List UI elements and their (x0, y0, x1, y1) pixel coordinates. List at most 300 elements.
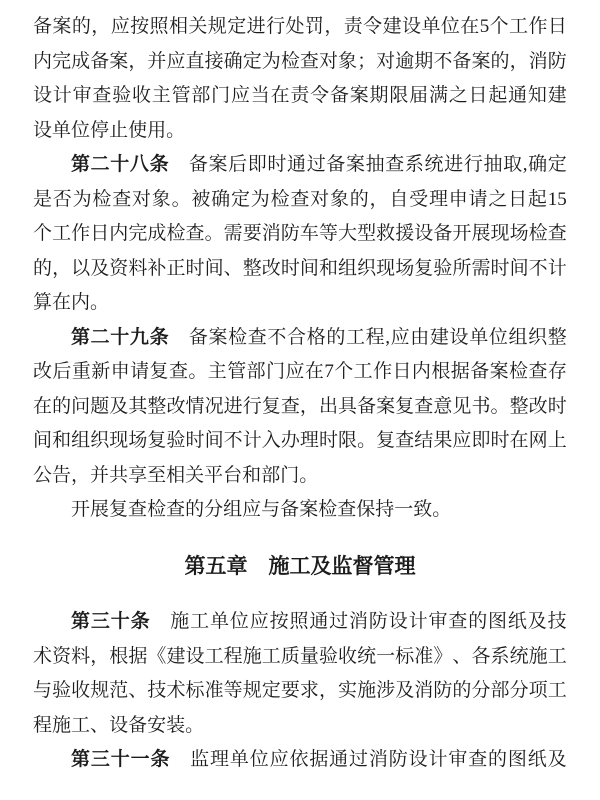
body-text: 系 (490, 645, 510, 667)
body-text: 需 (223, 223, 243, 244)
body-text: 整 (547, 326, 567, 348)
body-text: 象 (338, 50, 358, 72)
body-text: 自 (389, 188, 409, 210)
body-text: 规 (242, 680, 262, 701)
article-number-text: 八 (129, 154, 149, 175)
body-text: 主 (207, 361, 227, 382)
body-text: 分 (509, 680, 529, 701)
body-text: 时 (185, 430, 205, 451)
body-text: 时 (318, 430, 338, 451)
body-text: 防 (368, 611, 388, 632)
body-text: 限 (389, 85, 409, 106)
body-text: 定 (227, 16, 247, 37)
body-text: 致 (413, 499, 433, 520)
body-text: 收 (71, 680, 91, 701)
body-text: 整 (242, 257, 262, 279)
body-text: 设 (109, 714, 129, 736)
body-text: 间 (204, 257, 224, 279)
body-text: 请 (468, 188, 488, 210)
body-text: 门 (280, 464, 300, 486)
body-text: 验 (52, 680, 72, 701)
body-text: 时 (547, 395, 567, 417)
body-text: 施 (52, 714, 72, 736)
ideographic-space (169, 148, 188, 183)
body-text: 完 (52, 50, 72, 72)
body-text: 工 (52, 223, 72, 244)
body-text: 装 (166, 714, 186, 736)
body-text: 备 (33, 16, 53, 37)
body-text: 料 (71, 645, 91, 667)
body-text: 施 (170, 611, 190, 632)
paragraph-recheck-grouping-note (33, 493, 567, 528)
body-text: 新 (91, 361, 111, 382)
body-text: 过 (349, 749, 369, 770)
body-text: 查 (112, 188, 132, 210)
body-text: 。 (166, 119, 186, 141)
body-text: 的 (71, 16, 91, 37)
body-text: 复 (147, 430, 167, 451)
body-text: 用 (147, 119, 167, 141)
body-text: 平 (204, 464, 224, 486)
body-text: 进 (246, 16, 266, 37)
body-text: 开 (452, 223, 472, 244)
ideographic-space (170, 743, 189, 778)
body-text: 意 (433, 395, 453, 417)
body-text: 部 (261, 464, 281, 486)
body-text: 场 (128, 430, 148, 451)
body-text: 的 (33, 257, 53, 279)
body-text: 对 (131, 188, 151, 210)
body-text: , (522, 154, 528, 175)
article-number-text: 十 (110, 154, 130, 175)
body-text: 并 (147, 50, 167, 72)
body-text: 其 (128, 395, 148, 417)
body-text: 重 (71, 361, 91, 382)
body-text: 织 (357, 257, 377, 279)
body-text: 计 (52, 85, 72, 106)
body-text: 果 (433, 430, 453, 451)
body-text: 查 (547, 223, 567, 244)
body-text: 案 (345, 154, 365, 175)
text-line (33, 355, 567, 390)
body-text: 限 (338, 430, 358, 451)
text-line (33, 114, 567, 149)
body-text: 、 (223, 257, 243, 279)
body-text: 上 (547, 430, 567, 451)
body-text: 验 (166, 430, 186, 451)
body-text: 、 (128, 680, 148, 701)
body-text: 设 (185, 645, 205, 667)
body-text: 确 (211, 188, 231, 210)
body-text: 案 (208, 326, 228, 348)
body-text: 成 (147, 223, 167, 244)
body-text: 应 (390, 326, 410, 348)
body-text: 即 (471, 430, 491, 451)
body-text: 及 (527, 611, 547, 632)
body-text: 责 (343, 16, 363, 37)
body-text: ， (52, 257, 72, 279)
paragraph-article-31 (33, 743, 567, 778)
body-text: 统 (424, 154, 444, 175)
text-line (33, 640, 567, 675)
text-line (33, 743, 567, 778)
body-text: 查 (414, 395, 434, 417)
body-text: 5 (479, 16, 490, 37)
body-text: 单 (210, 611, 230, 632)
body-text: 验 (112, 85, 132, 106)
body-text: 现 (109, 430, 129, 451)
body-text: 检 (528, 223, 548, 244)
body-text: ， (324, 16, 344, 37)
body-text: 案 (489, 361, 509, 382)
text-line (33, 79, 567, 114)
body-text: 组 (508, 326, 528, 348)
body-text: 单 (469, 326, 489, 348)
body-text: 通 (287, 154, 307, 175)
body-text: 设 (408, 749, 428, 770)
body-text: 检 (280, 50, 300, 72)
body-text: 后 (228, 154, 248, 175)
body-text: 查 (168, 361, 188, 382)
body-text: 进 (444, 154, 464, 175)
paragraph-article-30 (33, 605, 567, 743)
body-text: 部 (246, 361, 266, 382)
paragraph-article-27-continuation (33, 10, 567, 148)
body-text: 涉 (376, 680, 396, 701)
body-text: 起 (488, 85, 508, 106)
body-text: 满 (428, 85, 448, 106)
body-text: 求 (299, 680, 319, 701)
body-text: 关 (185, 464, 205, 486)
body-text: 不 (528, 257, 548, 279)
body-text: 出 (318, 395, 338, 417)
body-text: 个 (334, 361, 354, 382)
body-text: 按 (269, 611, 289, 632)
body-text: 项 (528, 680, 548, 701)
body-text: 实 (338, 680, 358, 701)
body-text: 应 (242, 499, 262, 520)
text-line (33, 217, 567, 252)
body-text: 计 (547, 257, 567, 279)
body-text: 审 (428, 611, 448, 632)
body-text: 照 (149, 16, 169, 37)
body-text: 按 (130, 16, 150, 37)
text-line (33, 424, 567, 459)
body-text: 备 (452, 50, 472, 72)
body-text: 结 (414, 430, 434, 451)
body-text: 入 (261, 430, 281, 451)
body-text: 根 (431, 361, 451, 382)
body-text: 技 (147, 680, 167, 701)
body-text: 与 (261, 499, 281, 520)
body-text: 建 (547, 85, 567, 106)
body-text: 个 (489, 16, 509, 37)
body-text: 组 (223, 499, 243, 520)
body-text: 各 (471, 645, 491, 667)
body-text: 复 (261, 395, 281, 417)
body-text: 在 (509, 430, 529, 451)
body-text: 以 (71, 257, 91, 279)
body-text: 使 (128, 119, 148, 141)
ideographic-space (150, 605, 169, 640)
body-text: 情 (185, 395, 205, 417)
body-text: 根 (109, 645, 129, 667)
body-text: 不 (223, 430, 243, 451)
body-text: 等 (318, 223, 338, 244)
body-text: 改 (261, 257, 281, 279)
body-text: 定 (547, 154, 567, 175)
body-text: 办 (280, 430, 300, 451)
body-text: 纸 (527, 749, 547, 770)
body-text: 。 (490, 395, 510, 417)
body-text: 。 (432, 499, 452, 520)
body-text: 日 (90, 223, 110, 244)
body-text: ； (357, 50, 377, 72)
body-text: 否 (52, 188, 72, 210)
body-text: 行 (242, 395, 262, 417)
body-text: 在 (270, 85, 290, 106)
body-text: 程 (33, 714, 53, 736)
body-text: 保 (356, 499, 376, 520)
body-text: 。 (188, 361, 208, 382)
body-text: 消 (261, 223, 281, 244)
body-text: 分 (471, 680, 491, 701)
body-text: 施 (528, 645, 548, 667)
body-text: 的 (468, 611, 488, 632)
text-line (33, 148, 567, 183)
body-text: 规 (90, 680, 110, 701)
body-text: 抽 (365, 154, 385, 175)
body-text: 改 (33, 361, 53, 382)
body-text: 工 (345, 326, 365, 348)
body-text: 共 (109, 464, 129, 486)
body-text: 在 (304, 361, 324, 382)
body-text: 图 (488, 611, 508, 632)
body-text: 之 (488, 188, 508, 210)
body-text: 工 (353, 361, 373, 382)
chapter-heading: 第五章 施工及监督管理 (184, 554, 416, 578)
body-text: 料 (128, 257, 148, 279)
body-text: 需 (471, 257, 491, 279)
body-text: 查 (185, 223, 205, 244)
body-text: 查 (280, 395, 300, 417)
body-text: 与 (33, 680, 53, 701)
body-text: 统 (509, 645, 529, 667)
body-text: 时 (490, 257, 510, 279)
body-text: 案 (299, 499, 319, 520)
body-text: 直 (185, 50, 205, 72)
body-text: 相 (166, 464, 186, 486)
article-number-text: 条 (149, 326, 169, 348)
body-text: 备 (357, 395, 377, 417)
body-text: 取 (503, 154, 523, 175)
body-text: 内 (109, 223, 129, 244)
body-text: 消 (528, 50, 548, 72)
body-text: 成 (71, 50, 91, 72)
body-text: 及 (547, 749, 567, 770)
body-text: 期 (369, 85, 389, 106)
body-text: 设 (402, 16, 422, 37)
body-text: 间 (204, 430, 224, 451)
body-text: 一 (376, 645, 396, 667)
body-text: 等 (223, 680, 243, 701)
article-number-text: 二 (90, 154, 110, 175)
text-line (33, 10, 567, 45)
text-line (33, 45, 567, 80)
body-text: 防 (280, 223, 300, 244)
body-text: 照 (289, 611, 309, 632)
body-text: 准 (204, 680, 224, 701)
body-text: 展 (90, 499, 110, 520)
body-text: 象 (329, 188, 349, 210)
body-text: 时 (267, 154, 287, 175)
text-line (33, 493, 567, 528)
body-text: 织 (90, 430, 110, 451)
body-text: 备 (329, 85, 349, 106)
body-text: 在 (33, 395, 53, 417)
body-text: 准 (414, 645, 434, 667)
body-text: 间 (299, 257, 319, 279)
body-text: 程 (365, 326, 385, 348)
body-text: 工 (71, 714, 91, 736)
text-line (33, 605, 567, 640)
body-text: ， (299, 395, 319, 417)
body-text: 设 (449, 326, 469, 348)
body-text: 范 (109, 680, 129, 701)
body-text: 消 (414, 680, 434, 701)
body-text: 的 (349, 188, 369, 210)
body-text: 抽 (483, 154, 503, 175)
body-text: 请 (130, 361, 150, 382)
article-number-text: 第 (71, 611, 91, 632)
body-text: 申 (448, 188, 468, 210)
body-text: 应 (249, 611, 269, 632)
body-text: 并 (90, 464, 110, 486)
body-text: 位 (440, 16, 460, 37)
body-text: 建 (429, 326, 449, 348)
article-number-text: 第 (71, 749, 91, 770)
body-text: 管 (227, 361, 247, 382)
body-text: 监 (190, 749, 210, 770)
body-text: 及 (109, 395, 129, 417)
body-text: 即 (247, 154, 267, 175)
body-text: 计 (242, 430, 262, 451)
body-text: 系 (404, 154, 424, 175)
body-text: 整 (509, 395, 529, 417)
body-text: 作 (373, 361, 393, 382)
article-number-text: 第 (71, 154, 91, 175)
body-text: 一 (394, 499, 414, 520)
body-text: 统 (357, 645, 377, 667)
body-text: 相 (168, 16, 188, 37)
body-text: 单 (229, 749, 249, 770)
body-text: 复 (414, 257, 434, 279)
body-text: 织 (528, 326, 548, 348)
body-text: 知 (527, 85, 547, 106)
body-text: 备 (470, 361, 490, 382)
body-text: 查 (385, 154, 405, 175)
body-text: 通 (508, 85, 528, 106)
body-text: 查 (166, 499, 186, 520)
article-number-text: 三 (90, 749, 110, 770)
body-text: 备 (326, 154, 346, 175)
body-text: 现 (376, 257, 396, 279)
body-text: 案 (109, 50, 129, 72)
body-text: 据 (450, 361, 470, 382)
body-text: 改 (166, 395, 186, 417)
body-text: 位 (249, 749, 269, 770)
body-text: ， (128, 50, 148, 72)
body-text: 为 (261, 50, 281, 72)
body-text: 查 (247, 326, 267, 348)
body-text: 标 (185, 680, 205, 701)
body-text: 案 (208, 154, 228, 175)
body-text: 施 (242, 645, 262, 667)
body-text: 的 (185, 499, 205, 520)
body-text: 是 (33, 188, 53, 210)
body-text: 。 (204, 223, 224, 244)
body-text: 确 (223, 50, 243, 72)
body-text: 验 (318, 645, 338, 667)
body-text: 标 (395, 645, 415, 667)
body-text: 应 (269, 749, 289, 770)
body-text: 检 (228, 326, 248, 348)
text-line (33, 674, 567, 709)
body-text: 收 (131, 85, 151, 106)
body-text: 应 (166, 50, 186, 72)
body-text: 车 (299, 223, 319, 244)
body-text: 《 (147, 645, 167, 667)
body-text: 及 (90, 257, 110, 279)
article-number-text: 一 (130, 749, 150, 770)
body-text: 持 (375, 499, 395, 520)
body-text: 查 (395, 430, 415, 451)
text-line (33, 459, 567, 494)
body-text: 。 (185, 714, 205, 736)
article-number-text: 条 (130, 611, 150, 632)
article-number-text: 第 (71, 326, 91, 348)
body-text: 备 (188, 154, 208, 175)
body-text: , (385, 326, 390, 348)
body-text: 进 (223, 395, 243, 417)
body-text: 在 (52, 292, 72, 313)
body-text: 公 (33, 464, 53, 486)
body-text: 施 (357, 680, 377, 701)
body-text: 的 (452, 680, 472, 701)
body-text: 设 (414, 223, 434, 244)
body-text: 门 (211, 85, 231, 106)
body-text: 15 (547, 188, 567, 210)
body-text: 间 (509, 257, 529, 279)
body-text: 具 (338, 395, 358, 417)
body-text: ， (90, 645, 110, 667)
body-text: 、 (452, 645, 472, 667)
body-text: 技 (547, 611, 567, 632)
body-text: 门 (266, 361, 286, 382)
body-text: 时 (490, 430, 510, 451)
body-text: 纸 (507, 611, 527, 632)
body-text: 查 (299, 50, 319, 72)
body-text: 工 (190, 611, 210, 632)
body-text: 内 (411, 361, 431, 382)
body-text: 日 (547, 16, 567, 37)
body-text: 日 (392, 361, 412, 382)
body-text: 算 (33, 292, 53, 313)
body-text: 查 (92, 85, 112, 106)
article-number-text: 条 (150, 749, 170, 770)
body-text: 图 (507, 749, 527, 770)
body-text: 审 (448, 749, 468, 770)
